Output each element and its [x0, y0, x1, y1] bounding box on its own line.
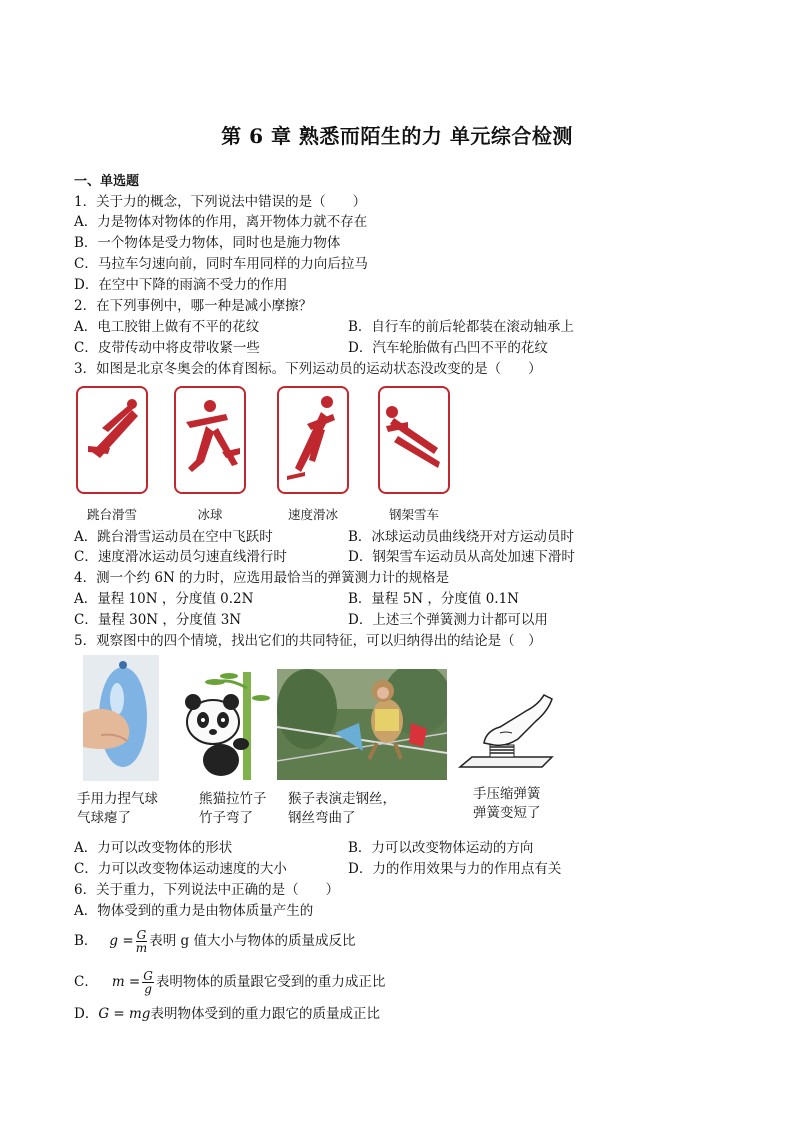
q5-stem: 5．观察图中的四个情境，找出它们的共同特征，可以归纳得出的结论是（ ）: [74, 633, 542, 649]
spring-compress-image: [456, 691, 554, 775]
icon-label-ice-hockey: 冰球: [197, 507, 223, 522]
q6-option-b-fraction: [136, 929, 148, 954]
q6-option-d: [74, 1005, 380, 1023]
q4-option-c: C．量程 30N ，分度值 3N: [74, 612, 242, 628]
q6-option-b-denominator: m: [135, 941, 148, 955]
caption-panda-line2: 竹子弯了: [199, 810, 253, 826]
q6-option-c-numerator: G: [143, 969, 153, 983]
caption-spring-line2: 弹簧变短了: [473, 805, 541, 821]
q2-option-c: C．皮带传动中将皮带收紧一些: [74, 340, 260, 356]
icon-label-skeleton: 钢架雪车: [388, 507, 439, 522]
q2-stem: 2．在下列事例中，哪一种是减小摩擦？: [74, 298, 313, 314]
q6-option-b-text: 表明 g 值大小与物体的质量成反比: [149, 933, 356, 949]
q6-option-a: A．物体受到的重力是由物体质量产生的: [74, 903, 314, 919]
speed-skating-pictogram: [277, 386, 349, 494]
section-heading: 一、单选题: [74, 174, 140, 189]
q2-option-a: A．电工胶钳上做有不平的花纹: [74, 319, 260, 335]
q1-option-d: D．在空中下降的雨滴不受力的作用: [74, 277, 288, 293]
q6-option-c-fraction: [142, 970, 154, 995]
q6-option-b-prefix: B．: [74, 933, 98, 949]
q4-option-a: A．量程 10N ，分度值 0.2N: [74, 591, 254, 607]
panda-bamboo-image: [169, 668, 271, 780]
q3-option-c: C．速度滑冰运动员匀速直线滑行时: [74, 549, 287, 565]
q3-stem: 3．如图是北京冬奥会的体育图标。下列运动员的运动状态没改变的是（ ）: [74, 361, 542, 377]
ski-jumping-pictogram: [76, 386, 148, 494]
ice-hockey-pictogram: [174, 386, 246, 494]
q4-option-d: D．上述三个弹簧测力计都可以用: [348, 612, 548, 628]
icon-label-ski-jumping: 跳台滑雪: [86, 507, 137, 522]
q5-option-a: A．力可以改变物体的形状: [74, 840, 233, 856]
q5-option-d: D．力的作用效果与力的作用点有关: [348, 861, 562, 877]
q4-option-b: B．量程 5N ，分度值 0.1N: [348, 591, 519, 607]
q5-option-b: B．力可以改变物体运动的方向: [348, 840, 534, 856]
caption-monkey-line1: 猴子表演走钢丝，: [288, 791, 396, 807]
q6-stem: 6．关于重力，下列说法中正确的是（ ）: [74, 882, 340, 898]
q6-option-c: [74, 969, 385, 995]
caption-balloon-line1: 手用力捏气球: [77, 791, 158, 807]
q6-option-c-lhs: m =: [111, 974, 141, 990]
skeleton-pictogram: [378, 386, 450, 494]
q5-option-c: C．力可以改变物体运动速度的大小: [74, 861, 287, 877]
q2-option-d: D．汽车轮胎做有凸凹不平的花纹: [348, 340, 548, 356]
icon-label-speed-skating: 速度滑冰: [287, 507, 338, 522]
q6-option-d-formula: G = mg: [98, 1006, 151, 1022]
caption-panda-line1: 熊猫拉竹子: [199, 791, 267, 807]
q3-option-b: B．冰球运动员曲线绕开对方运动员时: [348, 529, 574, 545]
q1-option-c: C．马拉车匀速向前，同时车用同样的力向后拉马: [74, 256, 368, 272]
q1-stem: 1．关于力的概念，下列说法中错误的是（ ）: [74, 194, 367, 210]
q6-option-d-text: 表明物体受到的重力跟它的质量成正比: [150, 1006, 380, 1022]
q6-option-b-numerator: G: [136, 928, 147, 942]
caption-spring-line1: 手压缩弹簧: [473, 786, 541, 802]
balloon-squeeze-image: [83, 655, 159, 781]
caption-balloon-line2: 气球瘪了: [77, 810, 131, 826]
q6-option-c-prefix: C．: [74, 974, 98, 990]
q6-option-d-prefix: D．: [74, 1006, 99, 1022]
page-title: 第 6 章 熟悉而陌生的力 单元综合检测: [221, 124, 573, 148]
q2-option-b: B．自行车的前后轮都装在滚动轴承上: [348, 319, 574, 335]
q6-option-b-lhs: g =: [109, 933, 134, 949]
caption-monkey-line2: 钢丝弯曲了: [288, 810, 356, 826]
q1-option-a: A．力是物体对物体的作用，离开物体力就不存在: [74, 214, 368, 230]
q3-option-a: A．跳台滑雪运动员在空中飞跃时: [74, 529, 273, 545]
q6-option-c-denominator: g: [144, 982, 152, 996]
q6-option-c-text: 表明物体的质量跟它受到的重力成正比: [155, 974, 386, 990]
q6-option-b: [74, 928, 356, 954]
q4-stem: 4．测一个约 6N 的力时，应选用最恰当的弹簧测力计的规格是: [74, 570, 450, 586]
q3-option-d: D．钢架雪车运动员从高处加速下滑时: [348, 549, 575, 565]
monkey-tightrope-image: [277, 669, 447, 780]
q1-option-b: B．一个物体是受力物体，同时也是施力物体: [74, 235, 341, 251]
